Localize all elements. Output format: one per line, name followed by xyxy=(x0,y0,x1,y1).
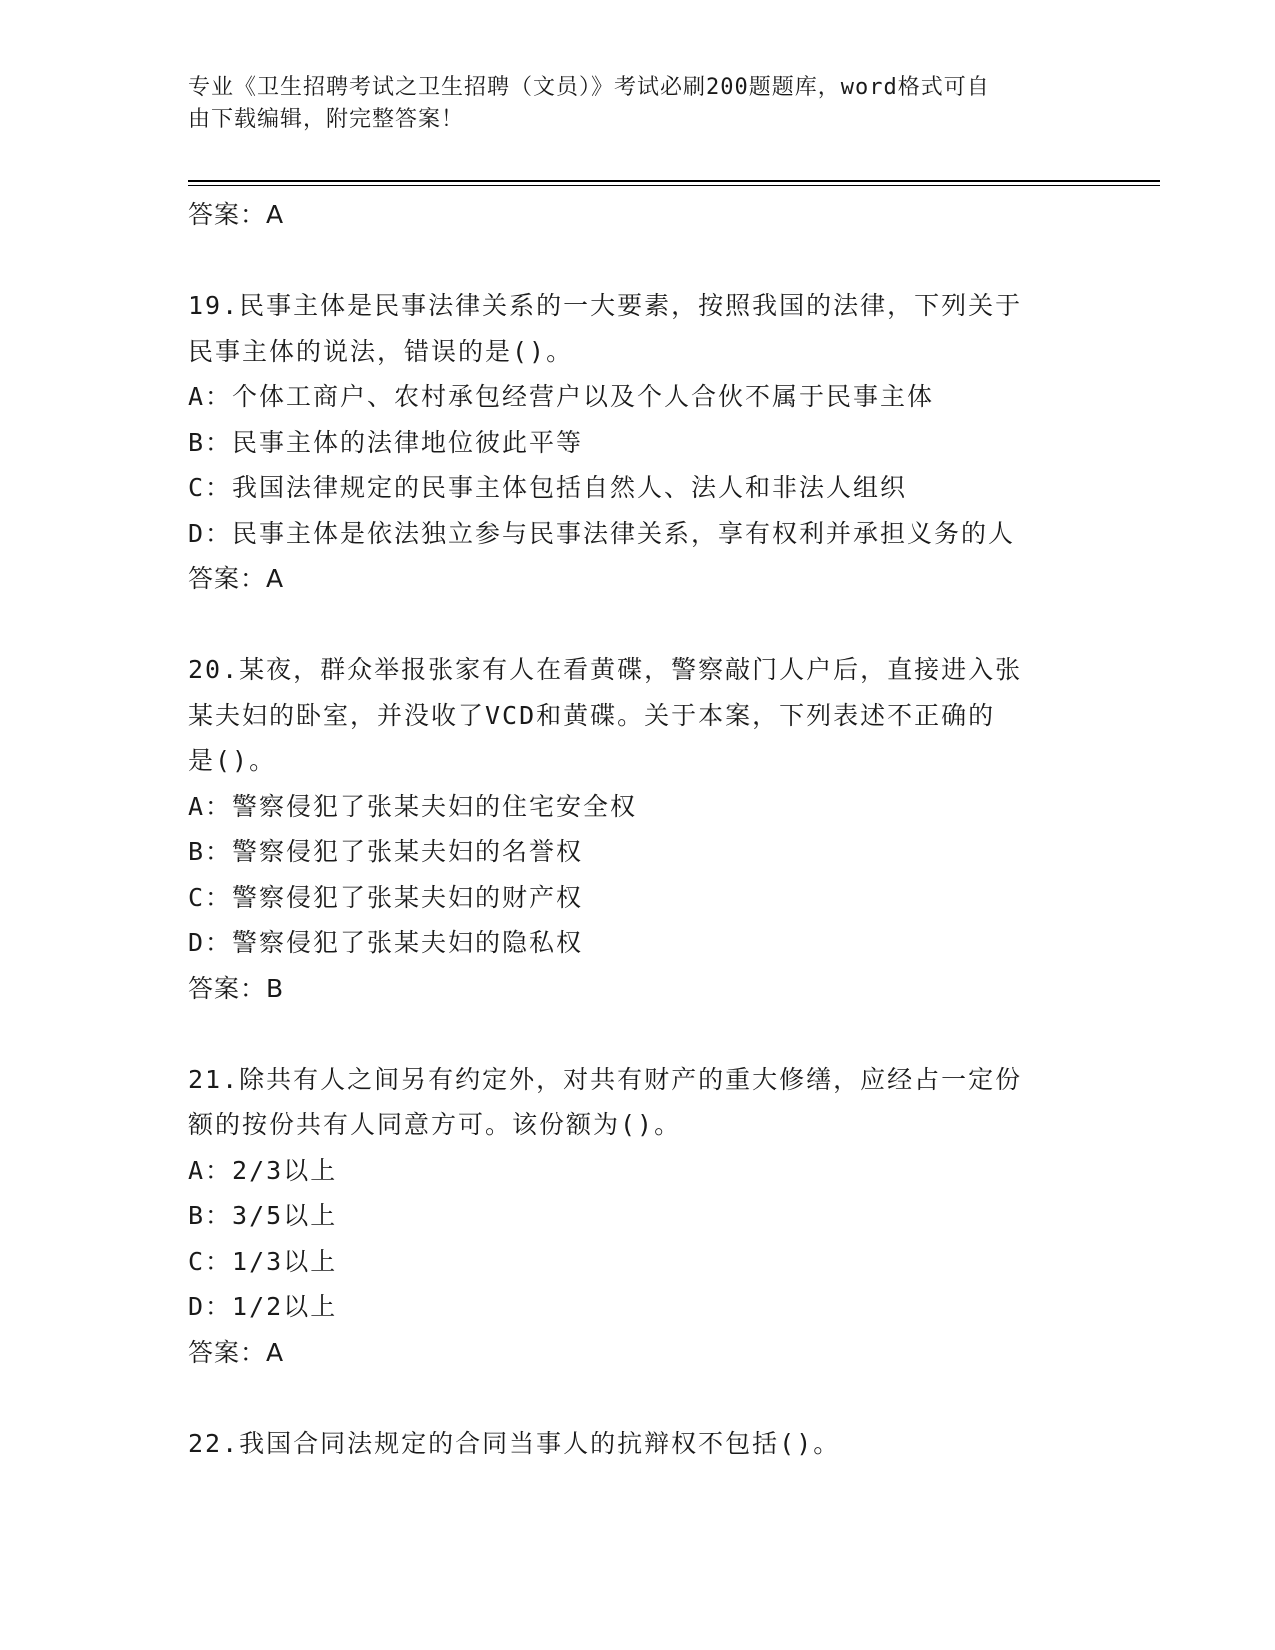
question-19-stem-2: 民事主体的说法，错误的是()。 xyxy=(188,336,574,366)
question-20-option-a: A：警察侵犯了张某夫妇的住宅安全权 xyxy=(188,791,638,821)
header-line-2: 由下载编辑，附完整答案！ xyxy=(188,107,465,132)
question-21-option-b: B：3/5以上 xyxy=(188,1201,338,1230)
spacer xyxy=(188,1011,1088,1057)
question-22 xyxy=(188,1421,1088,1467)
question-20-option-b: B：警察侵犯了张某夫妇的名誉权 xyxy=(188,837,584,866)
question-21-option-d: D：1/2以上 xyxy=(188,1292,338,1321)
question-22-stem-1: 22.我国合同法规定的合同当事人的抗辩权不包括()。 xyxy=(188,1428,841,1458)
question-20-answer: 答案：B xyxy=(188,973,285,1003)
question-21-answer: 答案：A xyxy=(188,1337,285,1367)
question-19-answer: 答案：A xyxy=(188,564,285,593)
question-19-stem-1: 19.民事主体是民事法律关系的一大要素，按照我国的法律，下列关于 xyxy=(188,291,1023,320)
question-19 xyxy=(188,283,1088,602)
question-21 xyxy=(188,1057,1088,1376)
question-20-stem-2: 某夫妇的卧室，并没收了VCD和黄碟。关于本案，下列表述不正确的 xyxy=(188,700,996,730)
question-20-option-d: D：警察侵犯了张某夫妇的隐私权 xyxy=(188,928,584,957)
question-19-option-b: B：民事主体的法律地位彼此平等 xyxy=(188,427,584,457)
header-rule-thin xyxy=(188,185,1160,186)
header-rule-thick xyxy=(188,180,1160,182)
question-20-option-c: C：警察侵犯了张某夫妇的财产权 xyxy=(188,882,584,912)
document-header xyxy=(188,72,1088,136)
question-20-stem-1: 20.某夜，群众举报张家有人在看黄碟，警察敲门人户后，直接进入张 xyxy=(188,655,1023,684)
spacer xyxy=(188,1375,1088,1421)
question-21-stem-2: 额的按份共有人同意方可。该份额为()。 xyxy=(188,1110,682,1139)
question-list xyxy=(188,192,1088,1466)
question-21-option-a: A：2/3以上 xyxy=(188,1155,338,1185)
header-line-1: 专业《卫生招聘考试之卫生招聘（文员）》考试必刷200题题库，word格式可自 xyxy=(188,75,990,100)
answer-previous: 答案：A xyxy=(188,200,285,229)
spacer xyxy=(188,238,1088,284)
question-19-option-d: D：民事主体是依法独立参与民事法律关系，享有权利并承担义务的人 xyxy=(188,518,1016,548)
question-20-stem-3: 是()。 xyxy=(188,746,277,775)
question-20 xyxy=(188,647,1088,1011)
spacer xyxy=(188,602,1088,648)
question-21-stem-1: 21.除共有人之间另有约定外，对共有财产的重大修缮，应经占一定份 xyxy=(188,1064,1023,1094)
question-19-option-a: A：个体工商户、农村承包经营户以及个人合伙不属于民事主体 xyxy=(188,382,935,411)
question-19-option-c: C：我国法律规定的民事主体包括自然人、法人和非法人组织 xyxy=(188,473,908,502)
question-21-option-c: C：1/3以上 xyxy=(188,1246,338,1276)
